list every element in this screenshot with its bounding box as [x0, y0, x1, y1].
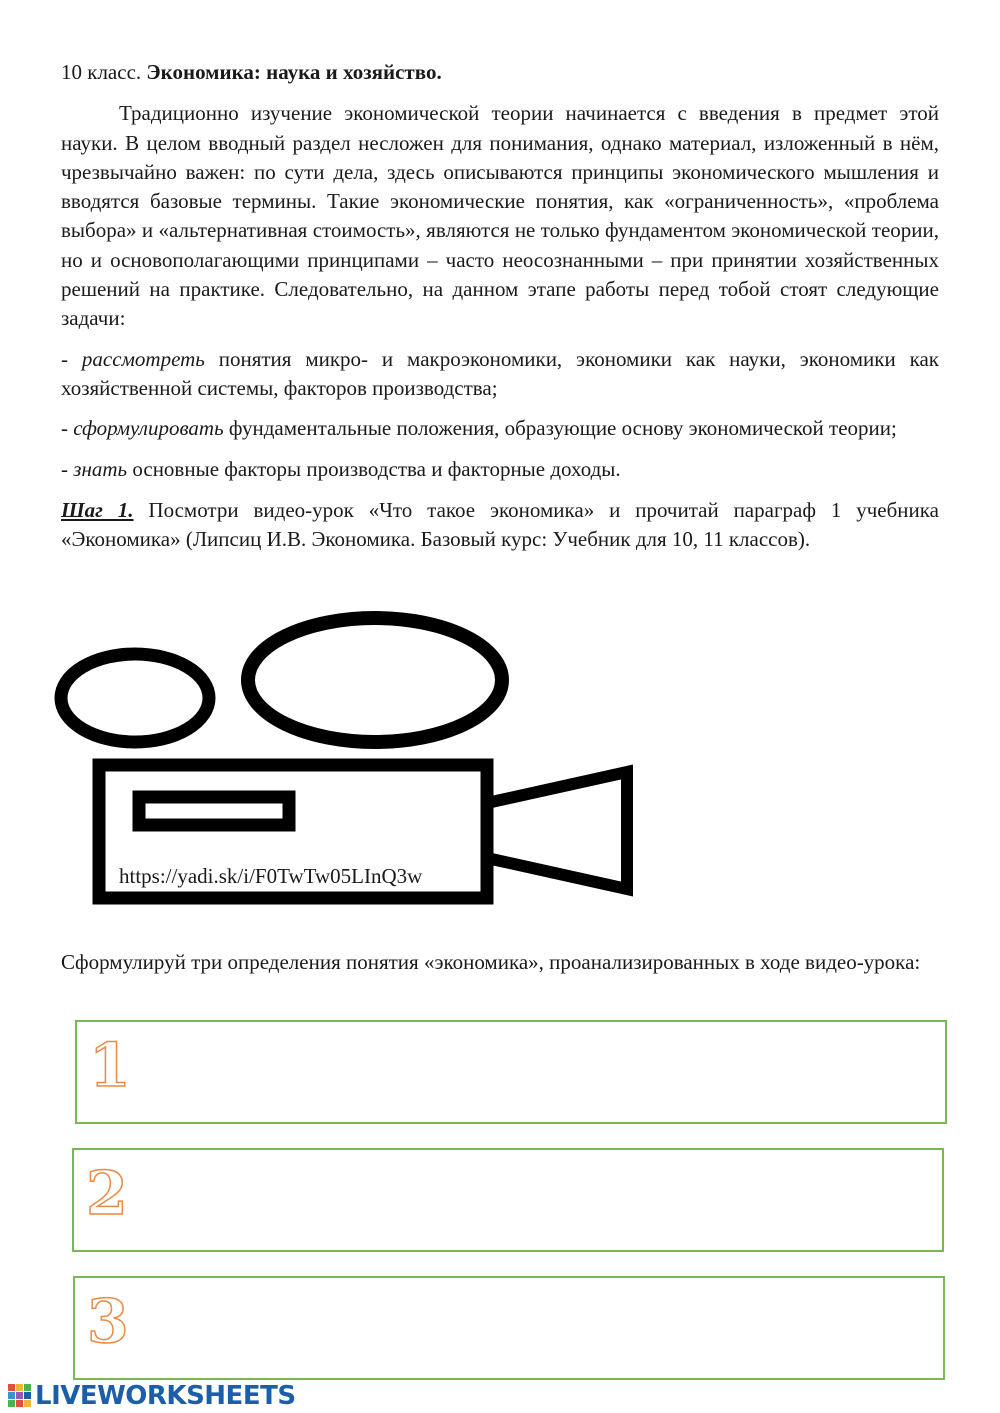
step-label: Шаг 1.: [61, 497, 134, 522]
answer-number: 3: [87, 1287, 129, 1357]
camera-reel-small: [61, 654, 209, 742]
worksheet-body: [61, 58, 939, 554]
answer-box-3[interactable]: [73, 1276, 945, 1380]
task-item: - сформулировать фундаментальные положения, образующие основу экономической теории;: [61, 416, 897, 441]
worksheet-title: Экономика: наука и хозяйство.: [146, 60, 442, 84]
step-text: Посмотри видео-урок «Что такое экономика» и прочитай параграф 1 учебника «Экономика» (Липсиц И.В. Экономика. Базовый курс: Учебник для 10, 11 классов).: [61, 497, 939, 552]
task-item: - рассмотреть понятия микро- и макроэкономики, экономики как науки, экономики как хозяйственной системы, факторов производства;: [61, 346, 939, 400]
task-verb: рассмотреть: [81, 346, 205, 371]
brand-logo: [8, 1381, 296, 1411]
question-text: Сформулируй три определения понятия «экономика», проанализированных в ходе видео-урока:: [61, 950, 921, 974]
answer-box-1[interactable]: [75, 1020, 947, 1124]
task-item: - знать основные факторы производства и факторные доходы.: [61, 456, 621, 481]
video-url[interactable]: https://yadi.sk/i/F0TwTw05LInQ3w: [119, 864, 423, 888]
step-instruction: [61, 496, 939, 555]
answer-number: 1: [89, 1031, 131, 1101]
grade-label: 10 класс.: [61, 60, 142, 84]
answer-box-2[interactable]: [72, 1148, 944, 1252]
brand-name: LIVEWORKSHEETS: [35, 1381, 296, 1411]
video-camera-icon: [54, 606, 640, 908]
brand-blocks-icon: [8, 1384, 32, 1408]
camera-reel-large: [248, 618, 502, 742]
camera-lens: [487, 772, 627, 889]
video-link[interactable]: [119, 864, 422, 889]
camera-viewfinder: [139, 797, 289, 825]
answer-number: 2: [86, 1159, 128, 1229]
worksheet-heading: [61, 58, 939, 87]
intro-paragraph: Традиционно изучение экономической теории начинается с введения в предмет этой науки. В целом вводный раздел несложен для понимания, однако материал, изложенный в нём, чрезвычайно важен: по сути дела, здесь описываются принципы экономического мышления и вводятся базовые термины. Такие экономические понятия, как «ограниченность», «проблема выбора» и «альтернативная стоимость», являются не только фундаментом экономической теории, но и основополагающими принципами – часто неосознанными – при принятии хозяйственных решений на практике. Следовательно, на данном этапе работы перед тобой стоят следующие задачи:: [61, 101, 939, 331]
task-verb: сформулировать: [73, 416, 224, 441]
task-verb: знать: [73, 456, 128, 481]
